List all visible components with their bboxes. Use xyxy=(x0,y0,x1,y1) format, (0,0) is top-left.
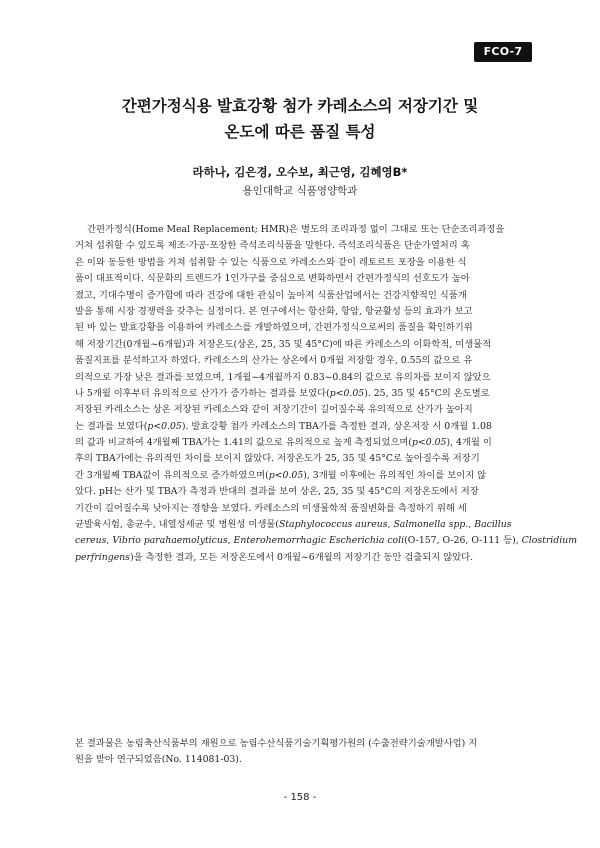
abstract-line: 의 값과 비교하여 4개월째 TBA가는 1.41의 값으로 유의적으로 높게 측정되었으며(p<0.05), 4개월 이 xyxy=(75,437,492,449)
abstract-line: 저장된 카레소스는 상온 저장된 카레소스와 같이 저장기간이 길어질수록 유의적으로 산가가 높아지 xyxy=(75,404,473,416)
paper-title-line1: 간편가정식용 발효강황 첨가 카레소스의 저장기간 및 xyxy=(121,97,479,115)
abstract-line: 거쳐 섭취할 수 있도록 제조·가공·포장한 즉석조리식품을 말한다. 즉석조리식품은 단순가열처리 혹 xyxy=(75,240,470,252)
abstract-line: 았다. pH는 산가 및 TBA가 측정과 반대의 결과를 보여 상온, 25, 35 및 45°C의 저장온도에서 저장 xyxy=(75,486,479,498)
abstract-body xyxy=(75,222,578,566)
abstract-line: 기간이 길어질수록 낮아지는 경향을 보였다. 카레소스의 미생물학적 품질변화를 측정하기 위해 세 xyxy=(75,502,467,514)
abstract-line: 발을 통해 시장 경쟁력을 갖추는 실정이다. 본 연구에서는 항산화, 항암, 항균활성 등의 효과가 보고 xyxy=(75,305,473,317)
abstract-line: 후의 TBA가에는 유의적인 차이를 보이지 않았다. 저장온도가 25, 35 및 45°C로 높아질수록 저장기 xyxy=(75,453,480,465)
funding-footnote xyxy=(75,736,529,769)
abstract-line: 품질지표를 분석하고자 하였다. 카레소스의 산가는 상온에서 0개월 저장할 경우, 0.55의 값으로 유 xyxy=(75,355,473,367)
paper-title-line2: 온도에 따른 품질 특성 xyxy=(224,123,376,141)
abstract-line: 품이 대표적이다. 식문화의 트렌드가 1인가구를 중심으로 변화하면서 간편가정식의 선호도가 높아 xyxy=(75,273,470,285)
abstract-line: 졌고, 기대수명이 증가함에 따라 건강에 대한 관심이 높아져 식품산업에서는 건강지향적인 식품개 xyxy=(75,289,467,301)
abstract-line: 간 3개월째 TBA값이 유의적으로 증가하였으며(p<0.05), 3개월 이후에는 유의적인 차이를 보이지 않 xyxy=(75,469,487,481)
abstract-line: perfringens)을 측정한 결과, 모든 저장온도에서 0개월~6개월의 저장기간 동안 검출되지 않았다. xyxy=(75,551,474,563)
abstract-line: 균발육시험, 총균수, 내열성세균 및 병원성 미생물(Staphylococcus aureus, Salmonella spp., Bacillus xyxy=(75,519,512,531)
abstract-line: 된 바 있는 발효강황을 이용하여 카레소스를 개발하였으며, 간편가정식으로써의 품질을 확인하기위 xyxy=(75,322,473,334)
abstract-line: 해 저장기간(0개월~6개월)과 저장온도(상온, 25, 35 및 45°C)에 따른 카레소스의 이화학적, 미생물적 xyxy=(75,338,492,350)
footnote-line: 원을 받아 연구되었음(No. 114081-03). xyxy=(75,754,242,766)
abstract-line: 나 5개월 이후부터 유의적으로 산가가 증가하는 결과를 보였다(p<0.05). 25, 35 및 45°C의 온도별로 xyxy=(75,387,490,399)
session-badge: FCO-7 xyxy=(474,42,532,62)
footnote-line: 본 결과물은 농림축산식품부의 재원으로 농림수산식품기술기획평가원의 (수출전략기술개발사업) 지 xyxy=(75,738,478,749)
page-number: - 158 - xyxy=(283,792,317,803)
author-list: 라하나, 김은경, 오수보, 최근영, 김혜영B* xyxy=(192,165,408,179)
abstract-line: 간편가정식(Home Meal Replacement; HMR)은 별도의 조리과정 없이 그대로 또는 단순조리과정을 xyxy=(87,224,505,235)
abstract-line: 는 결과를 보였다(p<0.05). 발효강황 첨가 카레소스의 TBA가를 측정한 결과, 상온저장 시 0개월 1.08 xyxy=(75,420,492,432)
affiliation: 용인대학교 식품영양학과 xyxy=(242,185,358,197)
abstract-line: 의적으로 가장 낮은 결과를 보였으며, 1개월~4개월까지 0.83~0.84의 값으로 유의차를 보이지 않았으 xyxy=(75,371,491,383)
abstract-line: 은 이와 동등한 방법을 거쳐 섭취할 수 있는 식품으로 카레소스와 같이 레토르트 포장을 이용한 식 xyxy=(75,256,467,268)
abstract-line: cereus, Vibrio parahaemolyticus, Enterohemorrhagic Escherichia coli(O-157, O-26, O-111 등), Clostridium xyxy=(75,535,578,547)
